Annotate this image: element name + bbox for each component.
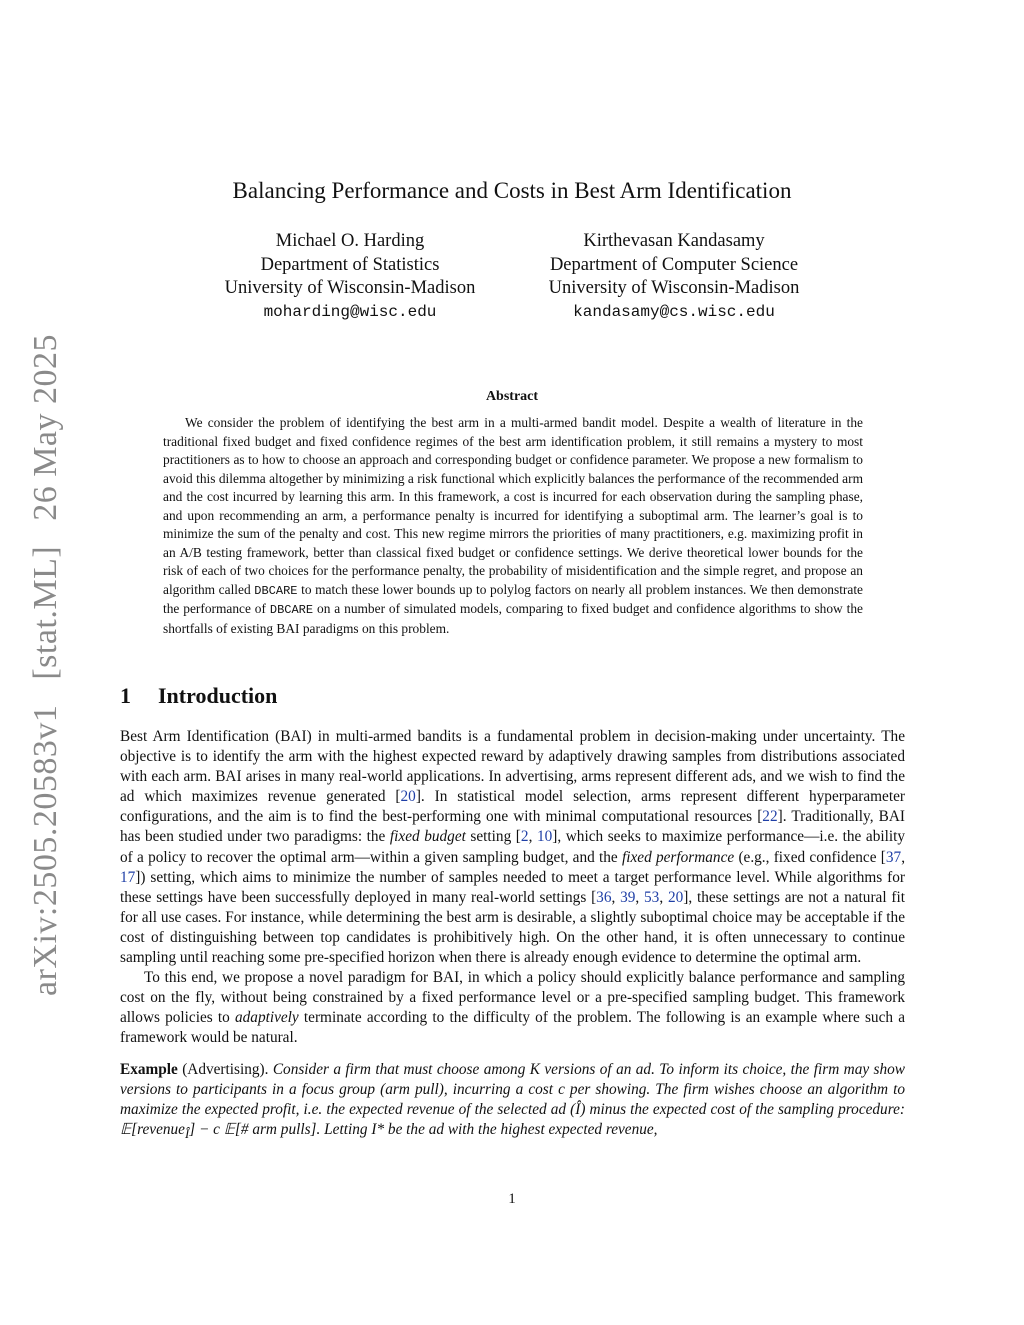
citation-link[interactable]: 17 bbox=[120, 868, 136, 886]
author-name: Kirthevasan Kandasamy bbox=[583, 231, 765, 251]
algorithm-name: DBCARE bbox=[254, 583, 298, 598]
abstract-text: We consider the problem of identifying the best arm in a multi-armed bandit model. Despite a wealth of literature in the traditional fixed budget and fixed confidence regimes of the best arm identification problem, it still remains a mystery to most practitioners as to how to choose an approach and corresponding budget or confidence parameter. We propose a new formalism to avoid this dilemma altogether by minimizing a risk functional which explicitly balances the performance of the recommended arm and the cost incurred by learning this arm. In this framework, a cost is incurred for each observation during the sampling phase, and upon recommending an arm, a performance penalty is incurred for identifying a suboptimal arm. The learner’s goal is to minimize the sum of the penalty and cost. This new regime mirrors the priorities of many practitioners, e.g. maximizing profit in an A/B testing framework, better than classical fixed budget or confidence settings. We derive theoretical lower bounds for the risk of each of two choices for the performance penalty, the probability of misidentification and the simple regret, and propose an algorithm called bbox=[163, 415, 863, 597]
citation-link[interactable]: 20 bbox=[400, 788, 416, 806]
page-number: 1 bbox=[508, 1191, 516, 1207]
citation-link[interactable]: 10 bbox=[536, 828, 553, 846]
citation-link[interactable]: 37 bbox=[885, 848, 902, 866]
citation-link[interactable]: 39 bbox=[620, 888, 636, 906]
citation-link[interactable]: 20 bbox=[667, 888, 684, 906]
introduction-body bbox=[120, 727, 905, 1144]
author-block-2 bbox=[520, 230, 828, 324]
arxiv-id: arXiv:2505.20583v1 bbox=[27, 704, 64, 997]
paper-title: Balancing Performance and Costs in Best Arm Identification bbox=[232, 178, 792, 203]
abstract-heading: Abstract bbox=[485, 389, 539, 404]
paragraph: To this end, we propose a novel paradigm for BAI, in which a policy should explicitly balance performance and sampling cost on the fly, without being constrained by a fixed performance level or a pre-specified sampling budget. This framework allows policies to adaptively terminate according to the difficulty of the problem. The following is an example where such a framework would be natural. bbox=[120, 969, 905, 1047]
arxiv-sidebar-stamp bbox=[27, 326, 65, 1004]
section-number: 1 bbox=[120, 683, 131, 708]
example-paragraph: Example (Advertising). Consider a firm that must choose among K versions of an ad. To inform its choice, the firm may show versions to participants in a focus group (arm pull), incurring a cost c per showing. The firm wishes choose an algorithm to maximize the expected profit, i.e. the expected revenue of the selected ad (Î) minus the expected cost of the sampling procedure: 𝔼[revenue$_Î$] − c 𝔼[# arm pulls]. Letting I* be the ad with the highest expected revenue, bbox=[120, 1060, 905, 1141]
author-university: University of Wisconsin-Madison bbox=[224, 278, 476, 298]
algorithm-name: DBCARE bbox=[269, 603, 314, 617]
section-title: Introduction bbox=[158, 683, 278, 708]
citation-link[interactable]: 22 bbox=[762, 808, 778, 826]
author-block-1 bbox=[190, 230, 510, 324]
section-heading-introduction bbox=[120, 683, 277, 709]
citation-link[interactable]: 36 bbox=[596, 888, 612, 906]
example-label: Example bbox=[120, 1060, 178, 1078]
citation-link[interactable]: 53 bbox=[644, 888, 660, 906]
paragraph: Best Arm Identification (BAI) in multi-armed bandits is a fundamental problem in decision-making under uncertainty. The objective is to identify the arm with the highest expected reward by adaptively drawing samples from distributions associated with each arm. BAI arises in many real-world applications. In advertising, arms represent different ads, and we wish to find the ad which maximizes revenue generated [20]. In statistical model selection, arms represent different hyperparameter configurations, and the aim is to find the best-performing one with minimal computational resources [22]. Traditionally, BAI has been studied under two paradigms: the fixed budget setting [2, 10], which seeks to maximize performance—i.e. the ability of a policy to recover the optimal arm—within a given sampling budget, and the fixed performance (e.g., fixed confidence [37, 17]) setting, which aims to minimize the number of samples needed to meet a target performance level. While algorithms for these settings have been successfully deployed in many real-world settings [36, 39, 53, 20], these settings are not a natural fit for all use cases. For instance, while determining the best arm is desirable, a slightly suboptimal choice may be acceptable if the cost of distinguishing between top candidates is prohibitively high. On the other hand, it is often unnecessary to continue sampling until reaching some pre-specified horizon when there is already enough evidence to determine the optimal arm. bbox=[120, 728, 906, 967]
citation-link[interactable]: 2 bbox=[520, 828, 529, 846]
arxiv-date: 26 May 2025 bbox=[27, 333, 64, 521]
author-email: moharding@wisc.edu bbox=[263, 302, 437, 321]
arxiv-category: [stat.ML] bbox=[27, 545, 64, 680]
author-university: University of Wisconsin-Madison bbox=[548, 278, 800, 298]
abstract-text: on a number of simulated models, comparing to fixed budget and confidence algorithms to show the shortfalls of existing BAI paradigms on this problem. bbox=[163, 601, 863, 636]
author-name: Michael O. Harding bbox=[275, 231, 425, 251]
formula: 𝔼[revenue$_Î$] − c 𝔼[# arm pulls] bbox=[120, 1120, 317, 1141]
author-department: Department of Computer Science bbox=[549, 254, 799, 275]
author-email: kandasamy@cs.wisc.edu bbox=[573, 302, 775, 321]
author-department: Department of Statistics bbox=[260, 254, 440, 275]
abstract-text: to match these lower bounds up to polylog factors on nearly all problem instances. We then demonstrate the performance of bbox=[163, 581, 863, 616]
abstract-body bbox=[163, 414, 863, 638]
